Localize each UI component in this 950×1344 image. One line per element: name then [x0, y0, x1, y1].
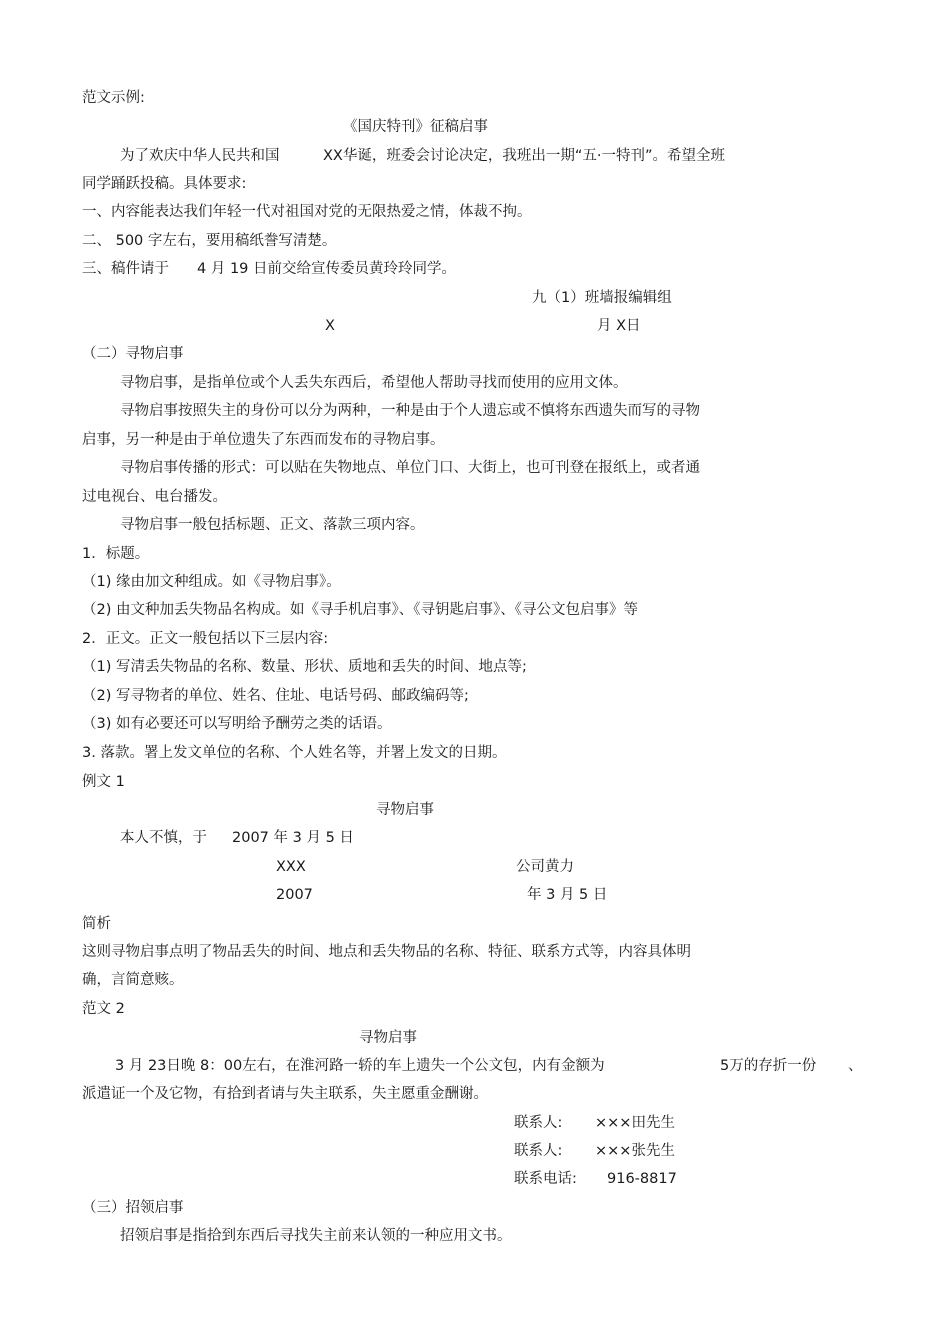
signature-line: 九（1）班墙报编辑组 [532, 290, 672, 306]
list-item: 三、稿件请于 [82, 261, 169, 277]
example-label: 范文 2 [82, 1001, 125, 1017]
signature-line: 公司黄力 [516, 859, 574, 875]
list-item: 2．正文。正文一般包括以下三层内容: [82, 631, 329, 647]
analysis-label: 简析 [82, 916, 111, 932]
date-line: 年 3 月 5 日 [527, 887, 608, 903]
contact-value: 916-8817 [607, 1171, 677, 1187]
list-item: （3) 如有必要还可以写明给予酬劳之类的话语。 [82, 716, 392, 732]
contact-label: 联系人: [514, 1115, 563, 1131]
example-title: 寻物启事 [359, 1030, 417, 1046]
paragraph-line: 、 [848, 1058, 863, 1074]
list-item: 1．标题。 [82, 546, 150, 562]
paragraph-line: 派遣证一个及它物，有拾到者请与失主联系，失主愿重金酬谢。 [82, 1086, 488, 1102]
list-item: （2) 由文种加丢失物品名构成。如《寻手机启事》、《寻钥匙启事》、《寻公文包启事》等 [82, 602, 638, 618]
list-item: 3. 落款。署上发文单位的名称、个人姓名等，并署上发文的日期。 [82, 745, 507, 761]
date-line: X [325, 318, 335, 334]
example-title: 寻物启事 [376, 802, 434, 818]
paragraph-line: XX华诞，班委会讨论决定，我班出一期“五·一特刊”。希望全班 [323, 148, 725, 164]
date-line: 2007 [276, 887, 313, 903]
paragraph-line: 本人不慎，于 [120, 830, 207, 846]
signature-line: XXX [276, 859, 306, 875]
contact-label: 联系电话: [514, 1171, 577, 1187]
paragraph-line: 寻物启事，是指单位或个人丢失东西后，希望他人帮助寻找而使用的应用文体。 [120, 375, 628, 391]
paragraph-line: 寻物启事传播的形式：可以贴在失物地点、单位门口、大街上，也可刊登在报纸上，或者通 [120, 460, 700, 476]
paragraph-line: 过电视台、电台播发。 [82, 489, 227, 505]
example-label: 例文 1 [82, 774, 125, 790]
paragraph-line: 招领启事是指拾到东西后寻找失主前来认领的一种应用文书。 [120, 1228, 512, 1244]
section-heading: （三）招领启事 [82, 1200, 184, 1216]
paragraph-line: 为了欢庆中华人民共和国 [120, 148, 280, 164]
paragraph-line: 启事，另一种是由于单位遗失了东西而发布的寻物启事。 [82, 432, 445, 448]
list-item: （1) 写清丢失物品的名称、数量、形状、质地和丢失的时间、地点等; [82, 659, 527, 675]
list-item: 一、内容能表达我们年轻一代对祖国对党的无限热爱之情，体裁不拘。 [82, 204, 532, 220]
paragraph-line: 5万的存折一份 [720, 1058, 817, 1074]
paragraph-line: 寻物启事一般包括标题、正文、落款三项内容。 [120, 517, 425, 533]
section-heading: （二）寻物启事 [82, 346, 184, 362]
paragraph-line: 寻物启事按照失主的身份可以分为两种，一种是由于个人遗忘或不慎将东西遗失而写的寻物 [120, 403, 700, 419]
paragraph-line: 2007 年 3 月 5 日 [232, 830, 354, 846]
list-item: （2) 写寻物者的单位、姓名、住址、电话号码、邮政编码等; [82, 688, 469, 704]
contact-value: ×××张先生 [595, 1143, 675, 1159]
paragraph-line: 同学踊跃投稿。具体要求: [82, 176, 247, 192]
list-item: 二、 500 字左右，要用稿纸誊写清楚。 [82, 233, 337, 249]
intro-label: 范文示例: [82, 90, 145, 106]
contact-value: ×××田先生 [595, 1115, 675, 1131]
paragraph-line: 这则寻物启事点明了物品丢失的时间、地点和丢失物品的名称、特征、联系方式等，内容具体明 [82, 944, 691, 960]
notice-title: 《国庆特刊》征稿启事 [343, 119, 488, 135]
paragraph-line: 3 月 23日晚 8：00左右，在淮河路一轿的车上遗失一个公文包，内有金额为 [115, 1058, 605, 1074]
contact-label: 联系人: [514, 1143, 563, 1159]
date-line: 月 X日 [597, 318, 641, 334]
list-item: （1) 缘由加文种组成。如《寻物启事》。 [82, 574, 341, 590]
paragraph-line: 确，言简意赅。 [82, 972, 184, 988]
list-item: 4 月 19 日前交给宣传委员黄玲玲同学。 [197, 261, 457, 277]
